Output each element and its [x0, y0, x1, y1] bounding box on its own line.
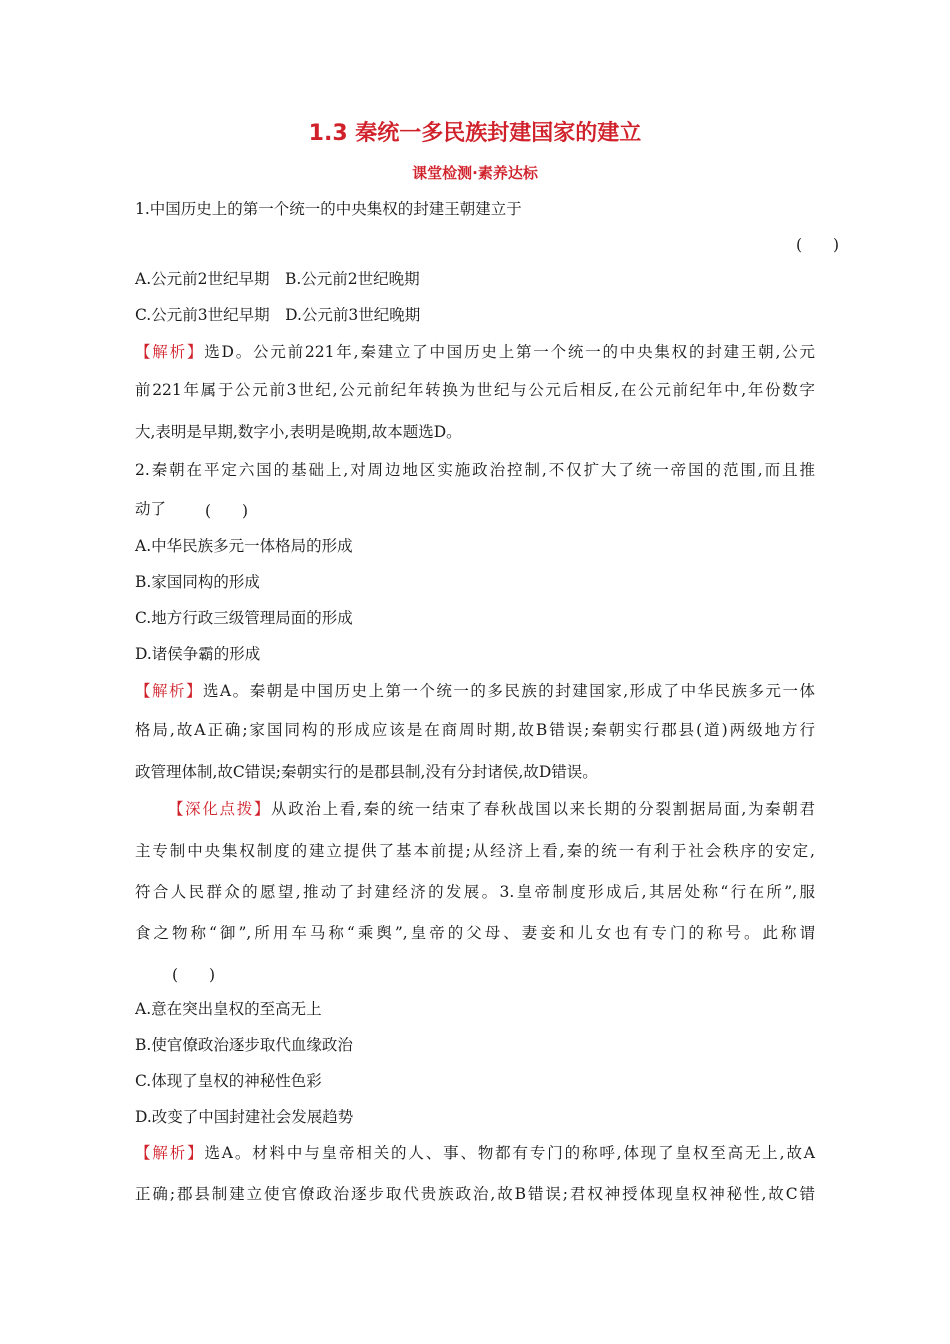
q3-option-b: B.使官僚政治逐步取代血缘政治: [135, 1036, 353, 1054]
q2-answer-blank: ( ): [205, 502, 249, 520]
q2-analysis-line2: 格局,故A正确;家国同构的形成应该是在商周时期,故B错误;秦朝实行郡县(道)两级地方行: [135, 721, 815, 739]
q2-analysis-text1: 选A。秦朝是中国历史上第一个统一的多民族的封建国家,形成了中华民族多元一体: [202, 682, 815, 700]
q1-analysis-line3: 大,表明是早期,数字小,表明是晚期,故本题选D。: [135, 423, 462, 441]
q2-option-b: B.家国同构的形成: [135, 573, 260, 591]
deepen-line4: 食之物称“御”,所用车马称“乘舆”,皇帝的父母、妻妾和儿女也有专门的称号。此称谓: [135, 924, 815, 942]
q3-option-a: A.意在突出皇权的至高无上: [135, 1000, 322, 1018]
deepen-line3: 符合人民群众的愿望,推动了封建经济的发展。3.皇帝制度形成后,其居处称“行在所”,服: [135, 883, 815, 901]
q2-option-d: D.诸侯争霸的形成: [135, 645, 261, 663]
q2-stem-line1: 2.秦朝在平定六国的基础上,对周边地区实施政治控制,不仅扩大了统一帝国的范围,而且推: [135, 461, 815, 479]
q3-analysis-text1: 选A。材料中与皇帝相关的人、事、物都有专门的称呼,体现了皇权至高无上,故A: [204, 1144, 815, 1162]
deepen-line2: 主专制中央集权制度的建立提供了基本前提;从经济上看,秦的统一有利于社会秩序的安定,: [135, 842, 815, 860]
q1-options-cd: C.公元前3世纪早期 D.公元前3世纪晚期: [135, 306, 421, 324]
page-title: 1.3 秦统一多民族封建国家的建立: [308, 121, 642, 146]
analysis-tag: 【解析】: [135, 1144, 205, 1162]
q2-stem-line2: 动了: [135, 500, 167, 518]
q1-options-ab: A.公元前2世纪早期 B.公元前2世纪晚期: [135, 270, 420, 288]
deepen-tag: 【深化点拨】: [168, 800, 272, 818]
q3-option-d: D.改变了中国封建社会发展趋势: [135, 1108, 354, 1126]
q3-analysis-line2: 正确;郡县制建立使官僚政治逐步取代贵族政治,故B错误;君权神授体现皇权神秘性,故C错: [135, 1185, 815, 1203]
section-subtitle: 课堂检测·素养达标: [412, 164, 538, 182]
q3-answer-blank: ( ): [172, 966, 216, 984]
deepen-text1: 从政治上看,秦的统一结束了春秋战国以来长期的分裂割据局面,为秦朝君: [271, 800, 815, 818]
analysis-tag: 【解析】: [135, 682, 203, 700]
q1-analysis-text1: 选D。公元前221年,秦建立了中国历史上第一个统一的中央集权的封建王朝,公元: [204, 343, 815, 361]
q2-analysis-line1: [135, 681, 815, 701]
q2-option-c: C.地方行政三级管理局面的形成: [135, 609, 353, 627]
q1-analysis-line2: 前221年属于公元前3世纪,公元前纪年转换为世纪与公元后相反,在公元前纪年中,年份数字: [135, 381, 815, 399]
q1-analysis-line1: [135, 342, 815, 362]
q1-answer-blank: ( ): [796, 236, 840, 254]
analysis-tag: 【解析】: [135, 343, 205, 361]
q3-analysis-line1: [135, 1143, 815, 1163]
q2-option-a: A.中华民族多元一体格局的形成: [135, 537, 353, 555]
q1-stem: 1.中国历史上的第一个统一的中央集权的封建王朝建立于: [135, 200, 522, 218]
deepen-line1: [168, 799, 815, 819]
q2-analysis-line3: 政管理体制,故C错误;秦朝实行的是郡县制,没有分封诸侯,故D错误。: [135, 763, 598, 781]
q3-option-c: C.体现了皇权的神秘性色彩: [135, 1072, 322, 1090]
